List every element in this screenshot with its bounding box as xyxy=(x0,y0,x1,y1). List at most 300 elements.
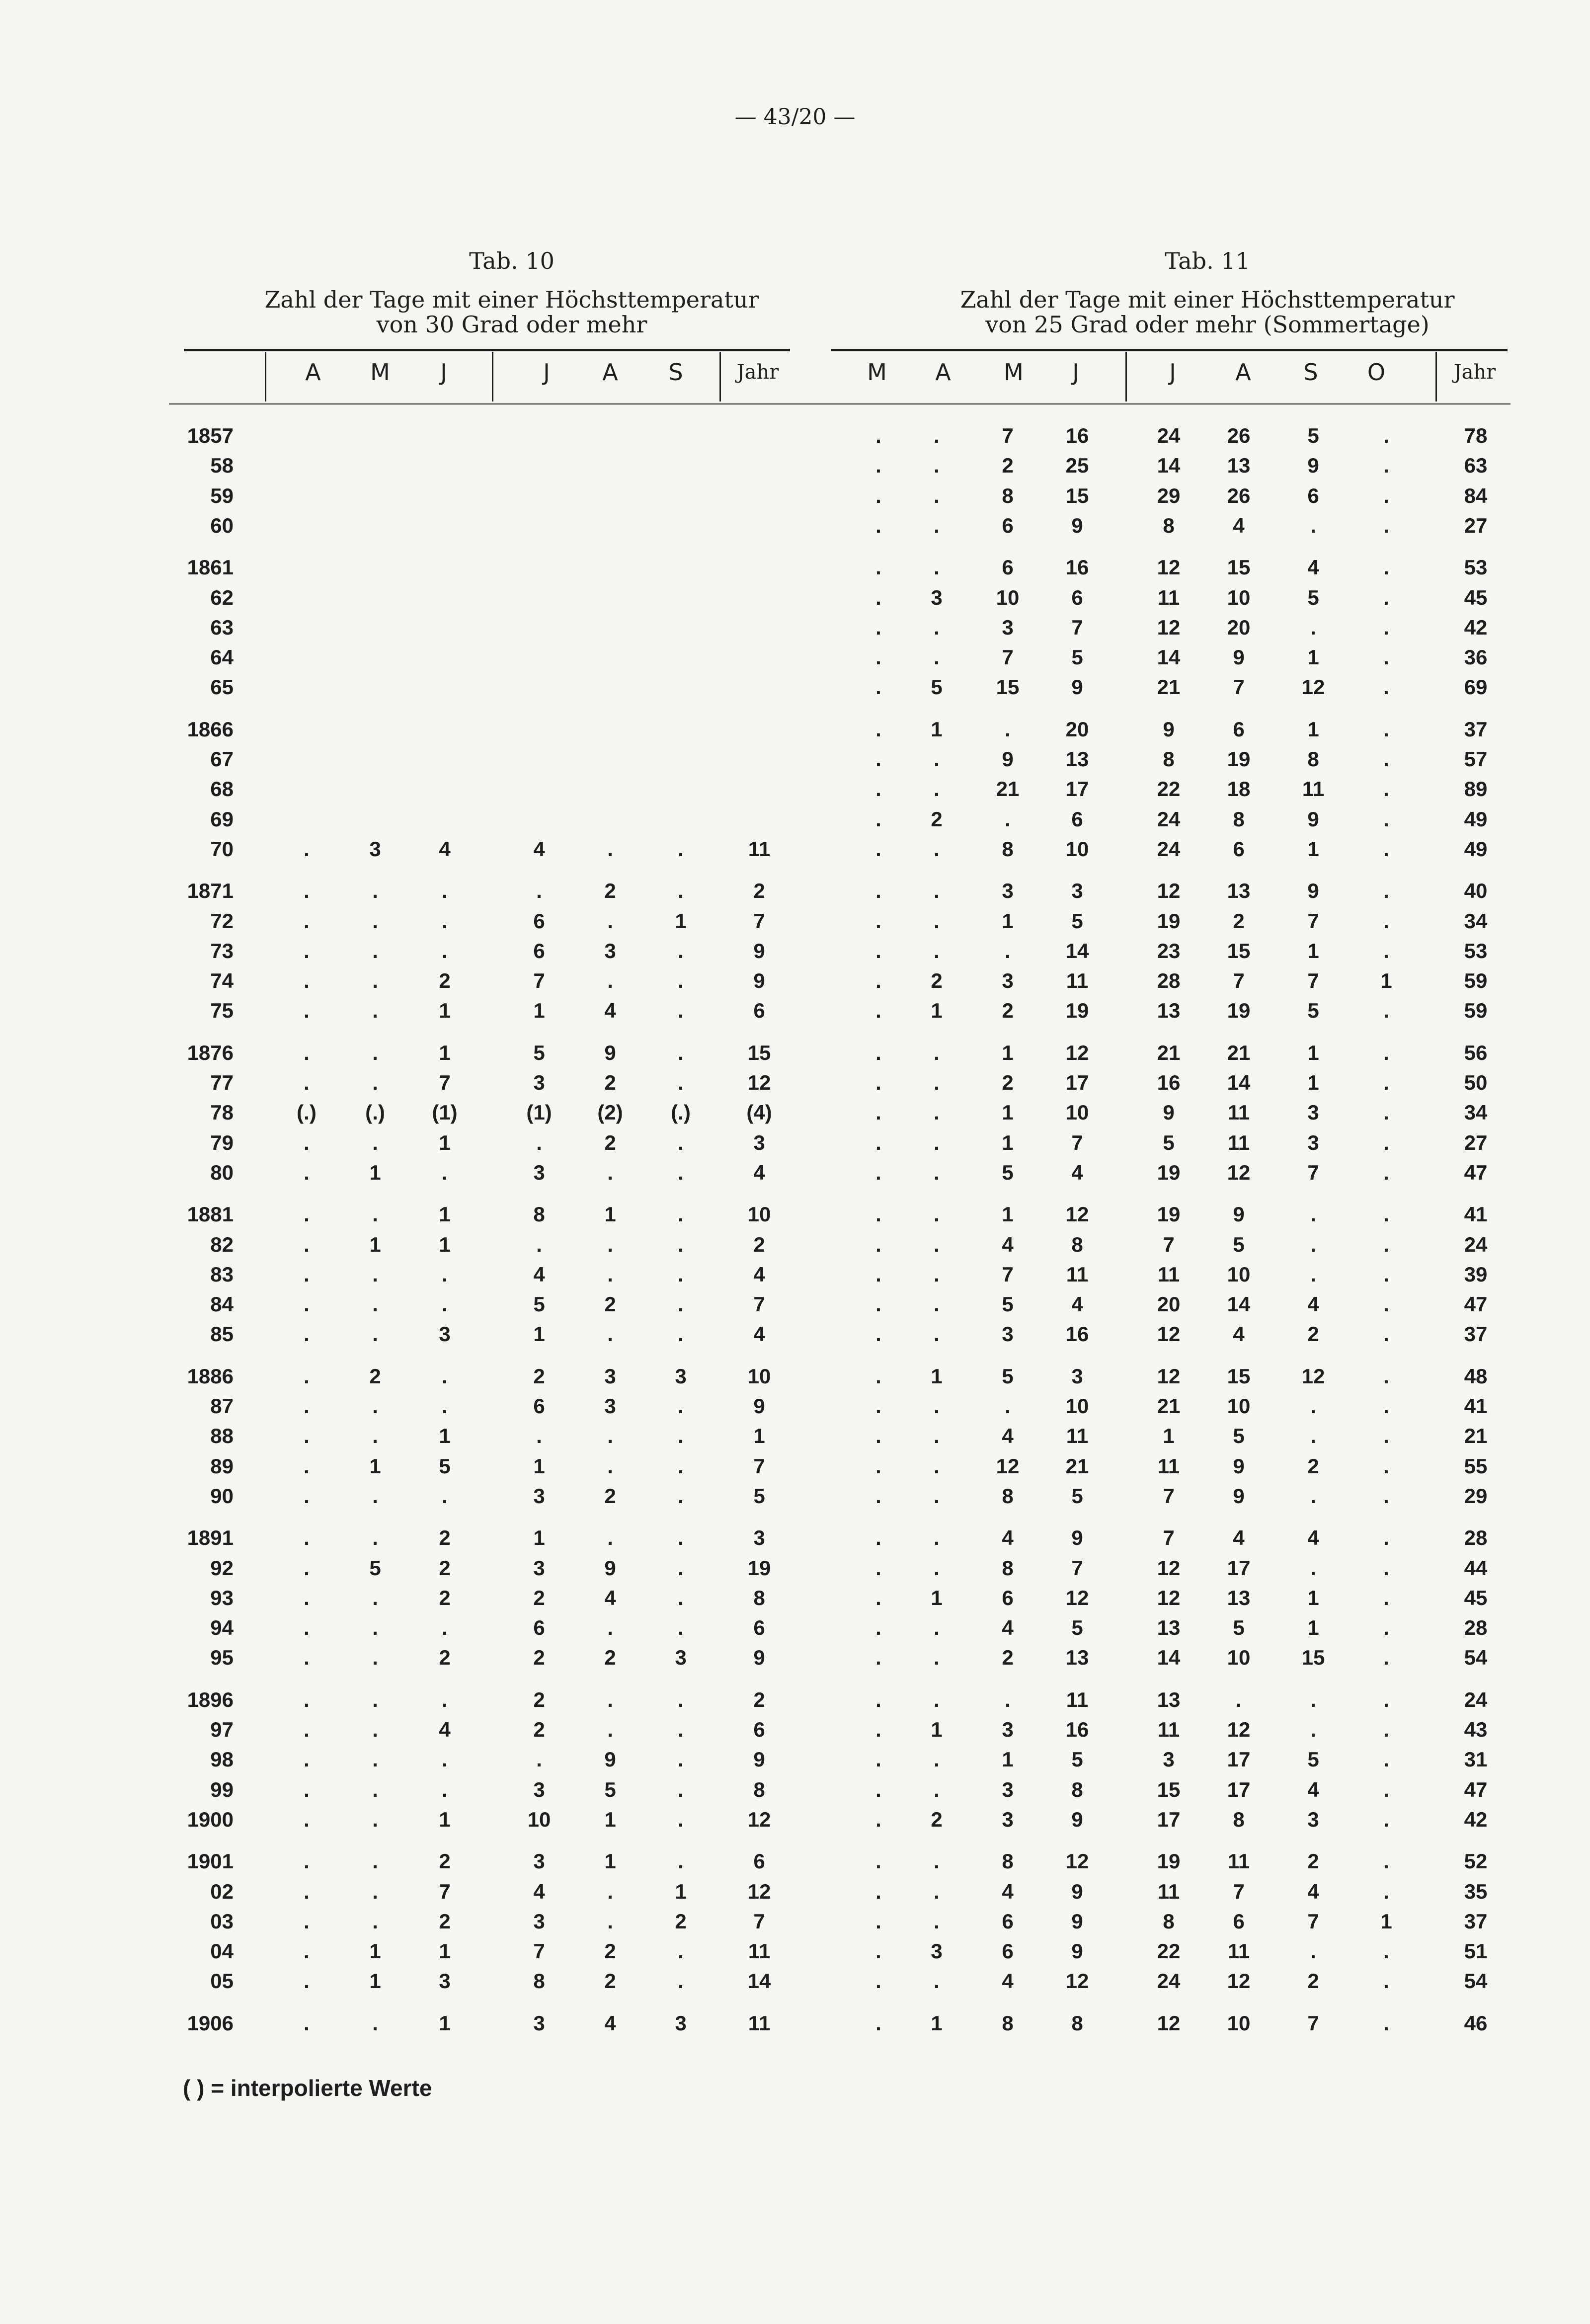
year-label: 1871 xyxy=(187,879,234,903)
tab11-cell: 39 xyxy=(1464,1262,1488,1286)
tab11-cell: 8 xyxy=(1071,2011,1083,2035)
tab11-cell: 1 xyxy=(1307,1041,1319,1064)
tab10-cell: 3 xyxy=(533,1071,545,1094)
tab11-cell: . xyxy=(875,1586,881,1609)
tab11-cell: 7 xyxy=(1307,969,1319,993)
tab10-cell: . xyxy=(536,1424,542,1448)
tab11-cell: . xyxy=(875,2011,881,2035)
tab11-description-line2: von 25 Grad oder mehr (Sommertage) xyxy=(985,311,1430,338)
tab10-cell: . xyxy=(372,1777,378,1801)
tab10-cell: . xyxy=(372,2011,378,2035)
tab10-cell: . xyxy=(304,1041,310,1064)
tab11-cell: 6 xyxy=(1233,837,1245,861)
tab11-cell: 8 xyxy=(1163,1909,1175,1933)
year-label: 78 xyxy=(210,1101,234,1124)
tab11-cell: . xyxy=(875,1969,881,1993)
tab11-cell: 12 xyxy=(1065,1969,1089,1993)
tab10-cell: . xyxy=(536,1232,542,1256)
tab10-cell: . xyxy=(442,1262,448,1286)
year-label: 95 xyxy=(210,1646,234,1670)
tab11-cell: 12 xyxy=(1157,615,1181,639)
tab11-cell: 84 xyxy=(1464,483,1488,507)
tab11-col-header: M xyxy=(867,359,887,386)
tab10-col-header: A xyxy=(602,359,618,386)
year-label: 98 xyxy=(210,1748,234,1771)
tab10-col-header: M xyxy=(370,359,390,386)
tab10-cell: 7 xyxy=(753,1454,765,1478)
tab11-cell: 1 xyxy=(1307,1616,1319,1640)
tab10-cell: . xyxy=(304,879,310,903)
tab11-cell: . xyxy=(1383,1748,1389,1771)
tab11-cell: 3 xyxy=(1307,1101,1319,1124)
tab11-cell: 8 xyxy=(1002,1556,1014,1580)
tab11-cell: . xyxy=(875,1041,881,1064)
tab10-cell: 4 xyxy=(604,1586,616,1609)
tab10-cell: . xyxy=(678,1041,684,1064)
tab11-cell: 12 xyxy=(1227,1718,1251,1741)
tab11-cell: 8 xyxy=(1307,747,1319,771)
tab11-cell: 10 xyxy=(1227,1646,1251,1670)
tab11-cell: . xyxy=(1383,1616,1389,1640)
tab11-cell: 15 xyxy=(1065,483,1089,507)
tab11-cell: . xyxy=(1383,1202,1389,1226)
tab11-cell: 9 xyxy=(1233,645,1245,669)
tab11-cell: . xyxy=(934,1424,940,1448)
tab10-cell: . xyxy=(678,879,684,903)
tab11-cell: 36 xyxy=(1464,645,1488,669)
tab10-cell: 3 xyxy=(675,1364,687,1388)
tab11-cell: 24 xyxy=(1157,1969,1181,1993)
tab11-cell: 11 xyxy=(1227,1101,1250,1124)
tab10-cell: . xyxy=(304,999,310,1023)
tab10-cell: 1 xyxy=(675,909,687,933)
tab11-cell: 3 xyxy=(1071,879,1083,903)
tab10-cell: 4 xyxy=(533,837,545,861)
tab11-cell: 21 xyxy=(1065,1454,1089,1478)
tab10-cell: 1 xyxy=(533,1526,545,1550)
tab11-cell: 7 xyxy=(1307,909,1319,933)
tab11-cell: 15 xyxy=(1301,1646,1325,1670)
tab10-col-header: J xyxy=(543,359,550,386)
tab10-cell: 5 xyxy=(369,1556,381,1580)
tab11-cell: 17 xyxy=(1227,1556,1251,1580)
tab11-cell: . xyxy=(1383,1232,1389,1256)
tab11-cell: 7 xyxy=(1163,1526,1175,1550)
tab11-cell: 4 xyxy=(1071,1160,1083,1184)
tab11-cell: 10 xyxy=(1065,1394,1089,1418)
tab10-cell: (.) xyxy=(671,1101,691,1124)
tab11-cell: 2 xyxy=(1002,454,1014,478)
tab10-cell: . xyxy=(304,939,310,962)
tab11-cell: . xyxy=(875,1687,881,1711)
year-label: 67 xyxy=(210,747,234,771)
tab11-cell: 5 xyxy=(1071,1748,1083,1771)
tab10-cell: . xyxy=(304,1777,310,1801)
tab11-cell: . xyxy=(934,1879,940,1903)
year-label: 65 xyxy=(210,675,234,699)
tab11-cell: . xyxy=(934,1041,940,1064)
tab10-cell: 2 xyxy=(439,1849,451,1873)
tab10-cell: 2 xyxy=(604,879,616,903)
tab11-cell: 7 xyxy=(1307,1909,1319,1933)
tab11-cell: 49 xyxy=(1464,807,1488,831)
tab10-cell: . xyxy=(304,1322,310,1346)
tab10-cell: . xyxy=(678,837,684,861)
tab11-cell: 1 xyxy=(931,1364,943,1388)
tab11-cell: . xyxy=(875,837,881,861)
tab11-cell: 5 xyxy=(1002,1292,1014,1316)
tab11-cell: . xyxy=(1383,1526,1389,1550)
tab11-cell: 8 xyxy=(1163,747,1175,771)
tab11-cell: . xyxy=(1383,2011,1389,2035)
tab11-cell: 3 xyxy=(1002,879,1014,903)
tab10-cell: . xyxy=(304,1969,310,1993)
year-label: 68 xyxy=(210,777,234,801)
tab11-cell: 5 xyxy=(1071,1484,1083,1508)
tab11-cell: 12 xyxy=(1065,1849,1089,1873)
tab11-cell: . xyxy=(875,675,881,699)
tab10-cell: 6 xyxy=(533,1616,545,1640)
tab11-cell: . xyxy=(875,1879,881,1903)
tab11-cell: 3 xyxy=(1002,1322,1014,1346)
tab11-cell: . xyxy=(934,1777,940,1801)
tab11-cell: 11 xyxy=(1066,1424,1089,1448)
tab10-cell: 3 xyxy=(533,1484,545,1508)
tab10-cell: 8 xyxy=(533,1202,545,1226)
year-label: 1861 xyxy=(187,556,234,579)
tab11-cell: . xyxy=(1383,1849,1389,1873)
tab11-cell: . xyxy=(1310,1556,1316,1580)
tab11-cell: 13 xyxy=(1227,879,1251,903)
tab10-cell: . xyxy=(304,1232,310,1256)
tab11-cell: 7 xyxy=(1071,1130,1083,1154)
tab11-cell: 7 xyxy=(1163,1232,1175,1256)
tab11-cell: 4 xyxy=(1233,513,1245,537)
tab10-cell: 8 xyxy=(753,1777,765,1801)
tab11-cell: . xyxy=(1383,837,1389,861)
year-label: 1891 xyxy=(187,1526,234,1550)
tab10-cell: . xyxy=(372,939,378,962)
tab10-description-line2: von 30 Grad oder mehr xyxy=(376,311,647,338)
year-label: 87 xyxy=(210,1394,234,1418)
tab11-cell: 9 xyxy=(1071,1879,1083,1903)
tab11-cell: . xyxy=(875,747,881,771)
tab10-cell: (.) xyxy=(297,1101,317,1124)
tab11-cell: 10 xyxy=(1065,837,1089,861)
tab11-cell: 9 xyxy=(1071,675,1083,699)
tab11-cell: 41 xyxy=(1464,1202,1488,1226)
tab11-cell: . xyxy=(934,556,940,579)
year-label: 63 xyxy=(210,615,234,639)
tab11-cell: 1 xyxy=(931,1586,943,1609)
year-label: 99 xyxy=(210,1777,234,1801)
tab11-cell: 3 xyxy=(931,1939,943,1963)
tab11-cell: 13 xyxy=(1065,1646,1089,1670)
tab11-cell: 1 xyxy=(1163,1424,1175,1448)
tab11-cell: . xyxy=(1383,1687,1389,1711)
tab11-cell: 11 xyxy=(1157,1454,1180,1478)
tab11-cell: 14 xyxy=(1065,939,1089,962)
tab11-cell: 8 xyxy=(1002,483,1014,507)
tab11-cell: 4 xyxy=(1002,1526,1014,1550)
tab11-cell: 11 xyxy=(1066,1687,1089,1711)
tab11-cell: . xyxy=(1310,1262,1316,1286)
tab10-cell: . xyxy=(678,1849,684,1873)
tab11-cell: . xyxy=(1383,1292,1389,1316)
tab11-cell: 9 xyxy=(1233,1454,1245,1478)
tab11-cell: 4 xyxy=(1307,556,1319,579)
tab10-cell: 7 xyxy=(533,1939,545,1963)
tab10-cell: . xyxy=(678,1616,684,1640)
tab11-cell: . xyxy=(934,1526,940,1550)
tab10-cell: 3 xyxy=(604,1364,616,1388)
tab11-cell: 17 xyxy=(1065,777,1089,801)
tab11-cell: 7 xyxy=(1307,1160,1319,1184)
tab10-cell: . xyxy=(678,1807,684,1831)
tab10-cell: 2 xyxy=(604,1969,616,1993)
tab11-cell: 1 xyxy=(1002,909,1014,933)
tab11-cell: 21 xyxy=(1464,1424,1488,1448)
tab10-cell: . xyxy=(304,909,310,933)
tab11-cell: . xyxy=(875,1484,881,1508)
tab10-cell: . xyxy=(372,1292,378,1316)
tab11-cell: 1 xyxy=(1002,1130,1014,1154)
tab11-cell: 48 xyxy=(1464,1364,1488,1388)
tab10-cell: . xyxy=(304,1130,310,1154)
tab11-col-header: O xyxy=(1367,359,1386,386)
tab11-cell: . xyxy=(875,1101,881,1124)
tab11-cell: 19 xyxy=(1227,999,1251,1023)
tab11-cell: . xyxy=(934,1849,940,1873)
tab11-cell: 6 xyxy=(1002,1909,1014,1933)
tab11-cell: 54 xyxy=(1464,1646,1488,1670)
tab11-cell: 15 xyxy=(1227,939,1251,962)
tab10-cell: (4) xyxy=(746,1101,772,1124)
tab11-cell: 10 xyxy=(1227,1394,1251,1418)
tab11-col-header: A xyxy=(935,359,951,386)
tab11-cell: . xyxy=(1383,1879,1389,1903)
tab11-cell: 7 xyxy=(1307,2011,1319,2035)
tab11-cell: . xyxy=(934,777,940,801)
tab11-cell: . xyxy=(934,645,940,669)
tab11-cell: . xyxy=(934,1101,940,1124)
tab11-cell: . xyxy=(1005,807,1011,831)
tab11-cell: . xyxy=(934,1909,940,1933)
year-label: 97 xyxy=(210,1718,234,1741)
tab11-cell: 15 xyxy=(1157,1777,1181,1801)
tab11-cell: 16 xyxy=(1157,1071,1181,1094)
tab11-cell: 16 xyxy=(1065,556,1089,579)
tab11-cell: . xyxy=(1383,483,1389,507)
tab10-cell: 3 xyxy=(533,1849,545,1873)
tab10-cell: 4 xyxy=(439,837,451,861)
tab11-cell: . xyxy=(934,513,940,537)
tab11-cell: 40 xyxy=(1464,879,1488,903)
tab11-cell: 6 xyxy=(1233,717,1245,741)
tab11-cell: . xyxy=(875,1130,881,1154)
year-label: 84 xyxy=(210,1292,234,1316)
tab10-cell: . xyxy=(678,1777,684,1801)
tab11-cell: . xyxy=(1383,585,1389,609)
tab11-cell: . xyxy=(1310,1718,1316,1741)
year-label: 1857 xyxy=(187,424,234,447)
tab11-cell: . xyxy=(1383,777,1389,801)
tab10-cell: 6 xyxy=(753,1718,765,1741)
tab11-cell: 12 xyxy=(1065,1586,1089,1609)
tab11-cell: 5 xyxy=(1233,1616,1245,1640)
tab11-cell: . xyxy=(934,879,940,903)
tab11-cell: . xyxy=(1383,1262,1389,1286)
tab11-cell: . xyxy=(875,1777,881,1801)
tab11-cell: 46 xyxy=(1464,2011,1488,2035)
tab10-cell: . xyxy=(372,1322,378,1346)
tab11-cell: . xyxy=(1383,1364,1389,1388)
tab11-cell: 9 xyxy=(1307,807,1319,831)
tab10-cell: 5 xyxy=(753,1484,765,1508)
tab11-cell: 14 xyxy=(1227,1071,1251,1094)
tab11-cell: . xyxy=(875,1718,881,1741)
tab11-cell: . xyxy=(875,1322,881,1346)
tab11-cell: 14 xyxy=(1157,645,1181,669)
tab10-cell: 12 xyxy=(747,1807,771,1831)
tab11-cell: 4 xyxy=(1233,1322,1245,1346)
year-label: 04 xyxy=(210,1939,234,1963)
tab11-cell: . xyxy=(1383,556,1389,579)
tab10-cell: 1 xyxy=(533,1454,545,1478)
tab11-cell: 6 xyxy=(1071,807,1083,831)
tab10-cell: . xyxy=(304,1807,310,1831)
tab11-cell: . xyxy=(875,1939,881,1963)
tab11-cell: 24 xyxy=(1157,424,1181,447)
tab11-cell: 28 xyxy=(1464,1526,1488,1550)
tab11-cell: 7 xyxy=(1233,675,1245,699)
tab10-cell: 2 xyxy=(439,1526,451,1550)
tab11-cell: 2 xyxy=(1307,1969,1319,1993)
tab11-cell: 3 xyxy=(1307,1807,1319,1831)
tab10-cell: . xyxy=(678,1424,684,1448)
tab10-cell: . xyxy=(304,969,310,993)
tab11-cell: . xyxy=(1383,909,1389,933)
tab11-cell: 2 xyxy=(1307,1322,1319,1346)
tab11-cell: 45 xyxy=(1464,1586,1488,1609)
tab11-cell: 9 xyxy=(1233,1484,1245,1508)
tab11-cell: . xyxy=(1005,939,1011,962)
year-label: 1881 xyxy=(187,1202,234,1226)
tab11-cell: 6 xyxy=(1002,1586,1014,1609)
tab11-cell: 56 xyxy=(1464,1041,1488,1064)
tab10-cell: 2 xyxy=(604,1646,616,1670)
tab10-cell: . xyxy=(442,1364,448,1388)
tab10-cell: 4 xyxy=(604,999,616,1023)
tab10-cell: 1 xyxy=(369,1454,381,1478)
tab10-cell: 3 xyxy=(533,1556,545,1580)
tab10-cell: . xyxy=(678,1322,684,1346)
tab10-cell: 1 xyxy=(675,1879,687,1903)
tab10-cell: 1 xyxy=(439,1130,451,1154)
tab11-cell: . xyxy=(1310,1939,1316,1963)
tab11-cell: 4 xyxy=(1002,1969,1014,1993)
tab11-cell: . xyxy=(934,1394,940,1418)
tab10-cell: . xyxy=(607,837,613,861)
tab10-cell: . xyxy=(304,1160,310,1184)
year-label: 62 xyxy=(210,585,234,609)
tab10-cell: 7 xyxy=(533,969,545,993)
tab11-cell: 6 xyxy=(1002,513,1014,537)
tab10-cell: . xyxy=(678,1556,684,1580)
tab11-cell: 9 xyxy=(1307,454,1319,478)
tab10-cell: 14 xyxy=(747,1969,771,1993)
tab11-cell: . xyxy=(1383,1454,1389,1478)
tab10-cell: 2 xyxy=(753,1687,765,1711)
tab11-cell: 1 xyxy=(1307,645,1319,669)
tab11-cell: . xyxy=(934,483,940,507)
year-label: 92 xyxy=(210,1556,234,1580)
year-label: 74 xyxy=(210,969,234,993)
tab10-cell: 11 xyxy=(748,2011,771,2035)
tab11-cell: 4 xyxy=(1002,1232,1014,1256)
tab11-cell: . xyxy=(1383,424,1389,447)
tab10-cell: . xyxy=(536,1748,542,1771)
tab10-cell: 3 xyxy=(369,837,381,861)
tab10-cell: 9 xyxy=(753,1646,765,1670)
tab11-cell: . xyxy=(934,909,940,933)
tab10-cell: . xyxy=(607,1526,613,1550)
tab11-cell: 53 xyxy=(1464,556,1488,579)
tab11-cell: 55 xyxy=(1464,1454,1488,1478)
tab10-cell: 15 xyxy=(747,1041,771,1064)
tab11-cell: 2 xyxy=(1002,1646,1014,1670)
tab10-cell: . xyxy=(607,909,613,933)
tab11-cell: 9 xyxy=(1163,1101,1175,1124)
tab11-col-header: S xyxy=(1303,359,1318,386)
tab11-cell: 1 xyxy=(1380,969,1392,993)
tab10-cell: 2 xyxy=(439,969,451,993)
tab11-cell: . xyxy=(875,1424,881,1448)
tab11-cell: 78 xyxy=(1464,424,1488,447)
tab10-cell: 2 xyxy=(753,879,765,903)
tab10-cell: 4 xyxy=(753,1322,765,1346)
tab11-cell: . xyxy=(875,1526,881,1550)
tab11-cell: . xyxy=(875,1394,881,1418)
tab11-cell: 8 xyxy=(1002,1849,1014,1873)
tab11-cell: 9 xyxy=(1071,1807,1083,1831)
tab11-cell: 47 xyxy=(1464,1160,1488,1184)
tab11-cell: . xyxy=(875,424,881,447)
tab10-cell: . xyxy=(442,1292,448,1316)
tab11-cell: 10 xyxy=(1227,585,1251,609)
tab11-cell: 19 xyxy=(1227,747,1251,771)
tab11-cell: . xyxy=(934,1130,940,1154)
tab11-cell: . xyxy=(1005,1394,1011,1418)
tab11-cell: 17 xyxy=(1065,1071,1089,1094)
tab10-cell: 1 xyxy=(439,1041,451,1064)
tab11-cell: 31 xyxy=(1464,1748,1488,1771)
tab10-cell: 6 xyxy=(533,1394,545,1418)
tab10-cell: 4 xyxy=(753,1262,765,1286)
tab11-cell: 13 xyxy=(1157,1616,1181,1640)
tab11-cell: 8 xyxy=(1163,513,1175,537)
tab11-cell: 23 xyxy=(1157,939,1181,962)
tab10-cell: . xyxy=(304,1484,310,1508)
tab11-cell: 26 xyxy=(1227,483,1251,507)
tab11-cell: 12 xyxy=(1157,1364,1181,1388)
tab11-cell: 1 xyxy=(1002,1202,1014,1226)
tab11-cell: . xyxy=(934,1292,940,1316)
tab11-cell: . xyxy=(934,454,940,478)
tab11-cell: . xyxy=(934,1232,940,1256)
tab11-cell: 10 xyxy=(996,585,1020,609)
tab10-cell: 1 xyxy=(533,1322,545,1346)
